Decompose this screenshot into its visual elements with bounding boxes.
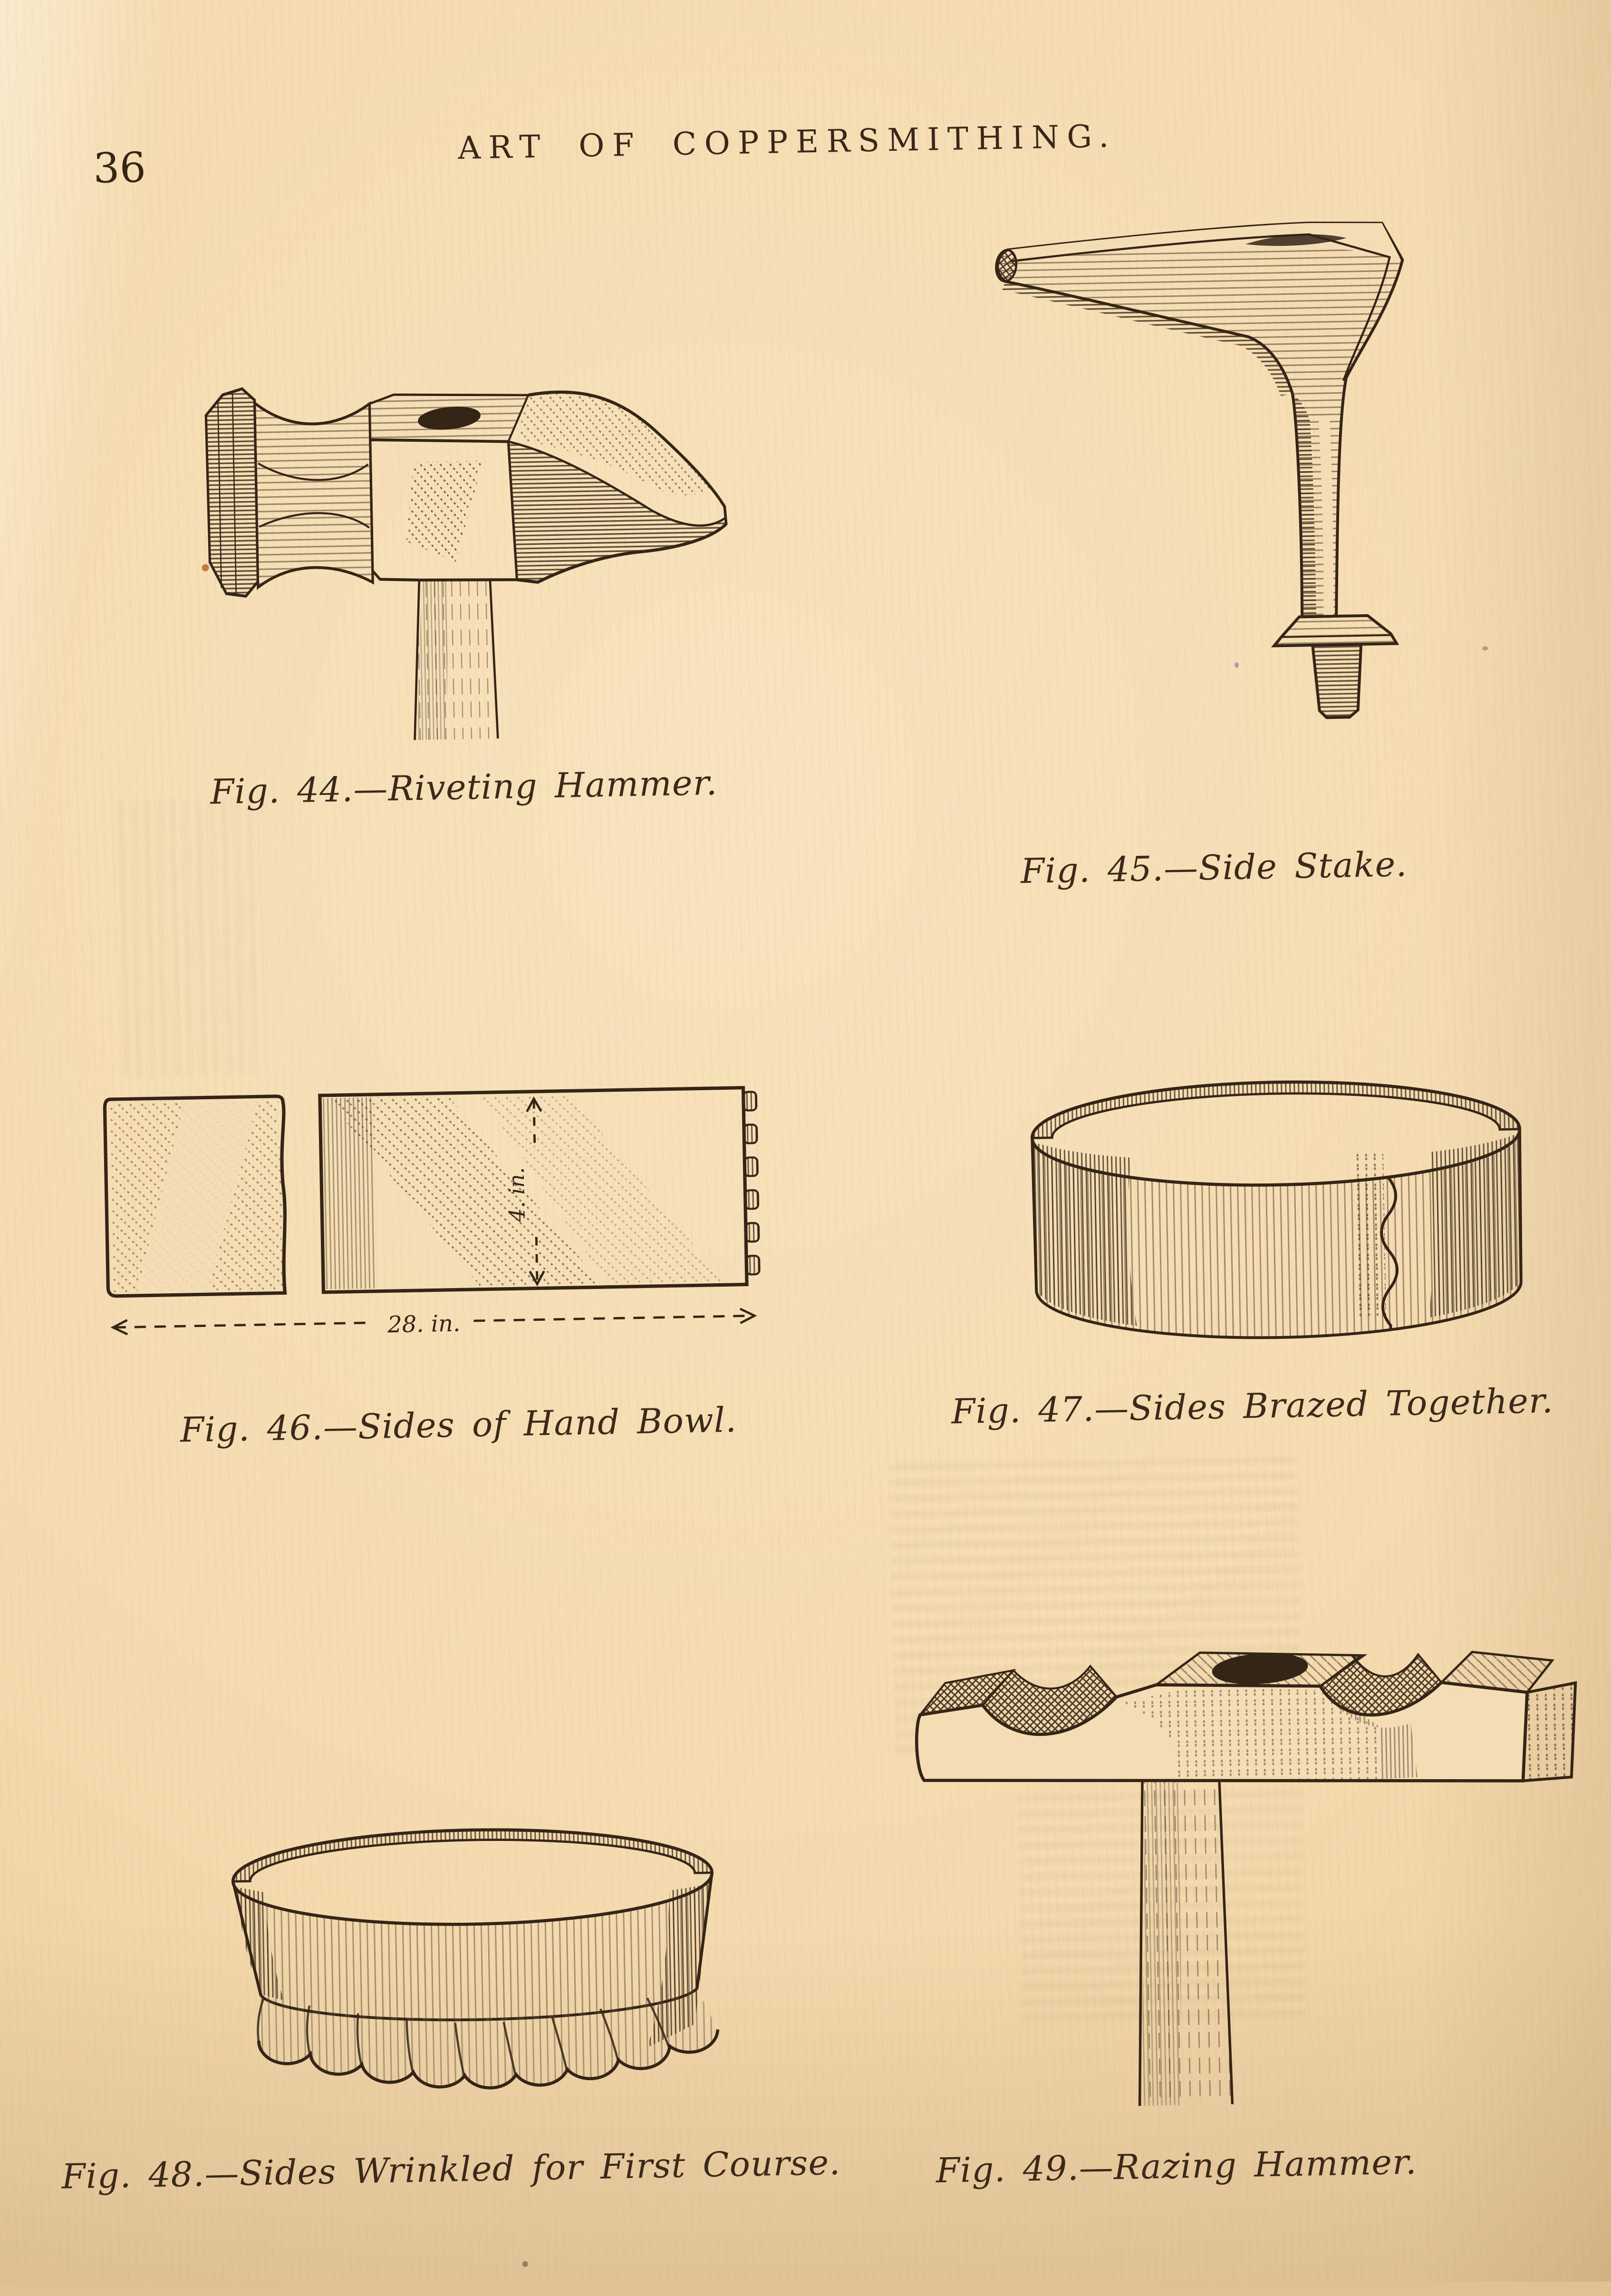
height-dimension-label: 4. in. <box>503 1167 530 1222</box>
side-stake-illustration <box>967 202 1449 838</box>
figure-49-caption: Fig. 49.—Razing Hammer. <box>936 2142 1418 2191</box>
figure-47 <box>1018 1065 1537 1366</box>
figure-45 <box>967 202 1449 838</box>
paper-speck <box>1235 662 1239 668</box>
bleed-through-text <box>119 797 267 1077</box>
razing-hammer-illustration <box>907 1637 1611 2120</box>
paper-speck <box>1482 646 1488 650</box>
figure-46 <box>99 1073 774 1356</box>
wrinkled-bowl-illustration <box>212 1810 731 2125</box>
figure-46-caption: Fig. 46.—Sides of Hand Bowl. <box>180 1400 737 1451</box>
page-number: 36 <box>93 143 146 193</box>
width-dimension-label: 28. in. <box>387 1310 461 1338</box>
figure-49 <box>907 1637 1611 2120</box>
hand-bowl-sides-pattern-drawing <box>99 1073 774 1356</box>
figure-48 <box>212 1810 731 2125</box>
brazed-cylinder-illustration <box>1018 1065 1537 1366</box>
figure-45-caption: Fig. 45.—Side Stake. <box>1020 844 1408 892</box>
paper-speck <box>522 2261 528 2267</box>
running-head: ART OF COPPERSMITHING. <box>457 119 1117 167</box>
figure-47-caption: Fig. 47.—Sides Brazed Together. <box>951 1381 1554 1432</box>
figure-48-caption: Fig. 48.—Sides Wrinkled for First Course. <box>61 2142 841 2197</box>
riveting-hammer-illustration <box>160 304 767 747</box>
figure-44 <box>160 304 767 747</box>
figure-44-caption: Fig. 44.—Riveting Hammer. <box>210 763 718 813</box>
